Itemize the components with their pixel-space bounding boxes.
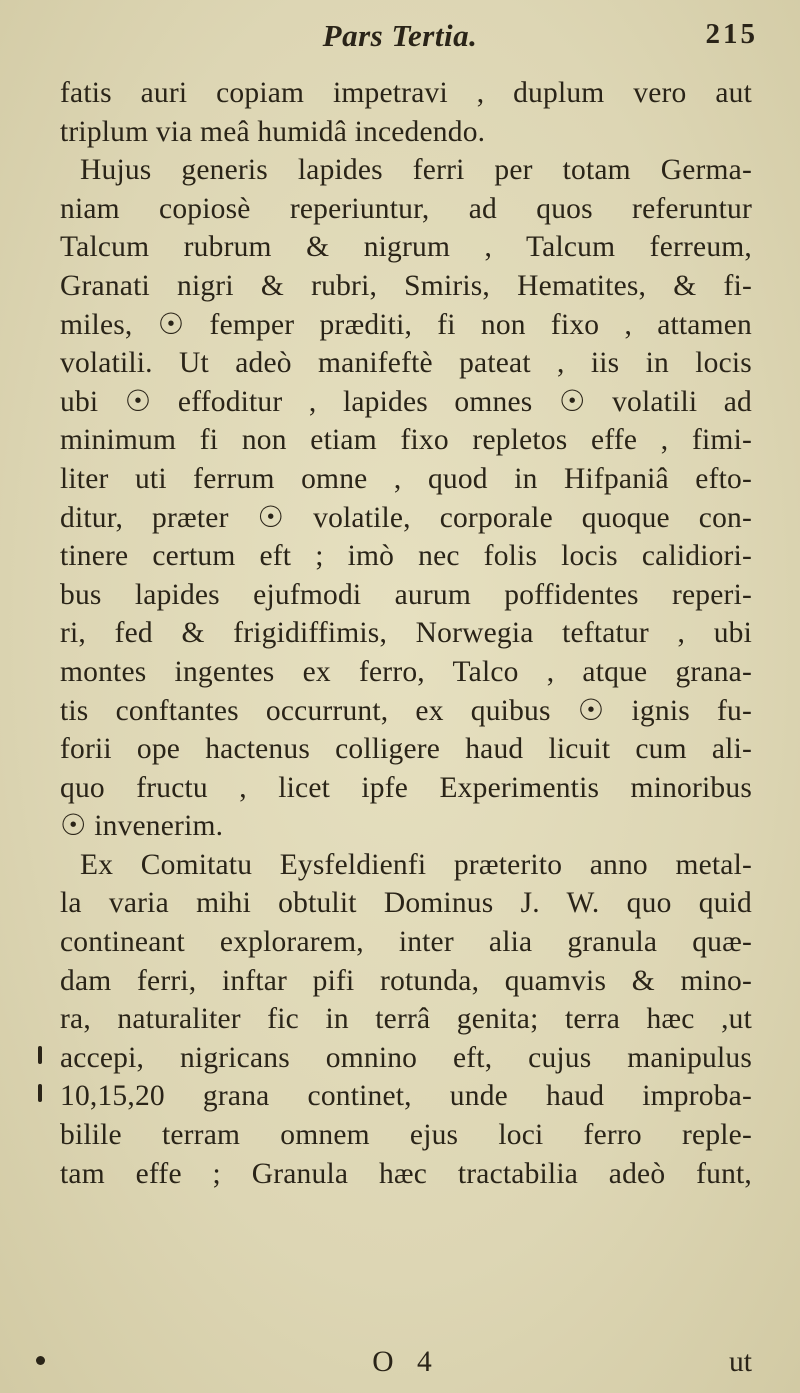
text-line: dam ferri, inftar pifi rotunda, quamvis & mino-: [60, 964, 752, 997]
text-line: ditur, præter ☉ volatile, corporale quoque con-: [60, 501, 752, 534]
text-line: triplum via meâ humidâ incedendo.: [60, 115, 486, 148]
text-line: tis conftantes occurrunt, ex quibus ☉ ignis fu-: [60, 694, 752, 727]
text-line: bilile terram omnem ejus loci ferro reple-: [60, 1119, 752, 1152]
catchword: ut: [729, 1346, 752, 1378]
text-line: tam effe ; Granula hæc tractabilia adeò funt,: [60, 1157, 752, 1190]
text-line: Hujus generis lapides ferri per totam Germa-: [80, 154, 752, 187]
page-header: [0, 14, 800, 62]
text-line: volatili. Ut adeò manifeftè pateat , iis in locis: [60, 347, 752, 380]
body-text: [60, 74, 752, 1193]
text-line: Granati nigri & rubri, Smiris, Hematites, & fi-: [60, 269, 752, 302]
text-line: miles, ☉ femper præditi, fi non fixo , attamen: [60, 308, 752, 341]
signature-mark: O 4: [372, 1346, 440, 1378]
text-line: liter uti ferrum omne , quod in Hifpaniâ efto-: [60, 462, 752, 495]
margin-ink-mark: [38, 1084, 42, 1102]
text-line: tinere certum eft ; imò nec folis locis calidiori-: [60, 540, 752, 573]
text-line: la varia mihi obtulit Dominus J. W. quo quid: [60, 887, 752, 920]
margin-dot: [36, 1356, 45, 1365]
text-line: montes ingentes ex ferro, Talco , atque grana-: [60, 655, 752, 688]
text-line: ubi ☉ effoditur , lapides omnes ☉ volatili ad: [60, 385, 752, 418]
text-line: bus lapides ejufmodi aurum poffidentes reperi-: [60, 578, 752, 611]
text-line: niam copiosè reperiuntur, ad quos referuntur: [60, 192, 752, 225]
text-line: ri, fed & frigidiffimis, Norwegia teftatur , ubi: [60, 617, 752, 650]
text-line: minimum fi non etiam fixo repletos effe , fimi-: [60, 424, 752, 457]
text-line: ☉ invenerim.: [60, 810, 224, 843]
text-line: ra, naturaliter fic in terrâ genita; terra hæc ,ut: [60, 1003, 752, 1036]
page-footer: [60, 1346, 752, 1384]
text-line: forii ope hactenus colligere haud licuit cum ali-: [60, 733, 752, 766]
text-line: fatis auri copiam impetravi , duplum vero aut: [60, 77, 752, 109]
text-line: contineant explorarem, inter alia granula quæ-: [60, 926, 752, 959]
text-line: Talcum rubrum & nigrum , Talcum ferreum,: [60, 231, 752, 264]
text-line: Ex Comitatu Eysfeldienfi præterito anno metal-: [80, 848, 752, 881]
page-number: 215: [705, 18, 758, 50]
text-line: 10,15,20 grana continet, unde haud improba-: [60, 1080, 752, 1113]
margin-ink-mark: [38, 1046, 42, 1064]
running-title: Pars Tertia.: [322, 18, 478, 53]
text-line: quo fructu , licet ipfe Experimentis minoribus: [60, 771, 752, 804]
text-line: accepi, nigricans omnino eft, cujus manipulus: [60, 1041, 752, 1074]
